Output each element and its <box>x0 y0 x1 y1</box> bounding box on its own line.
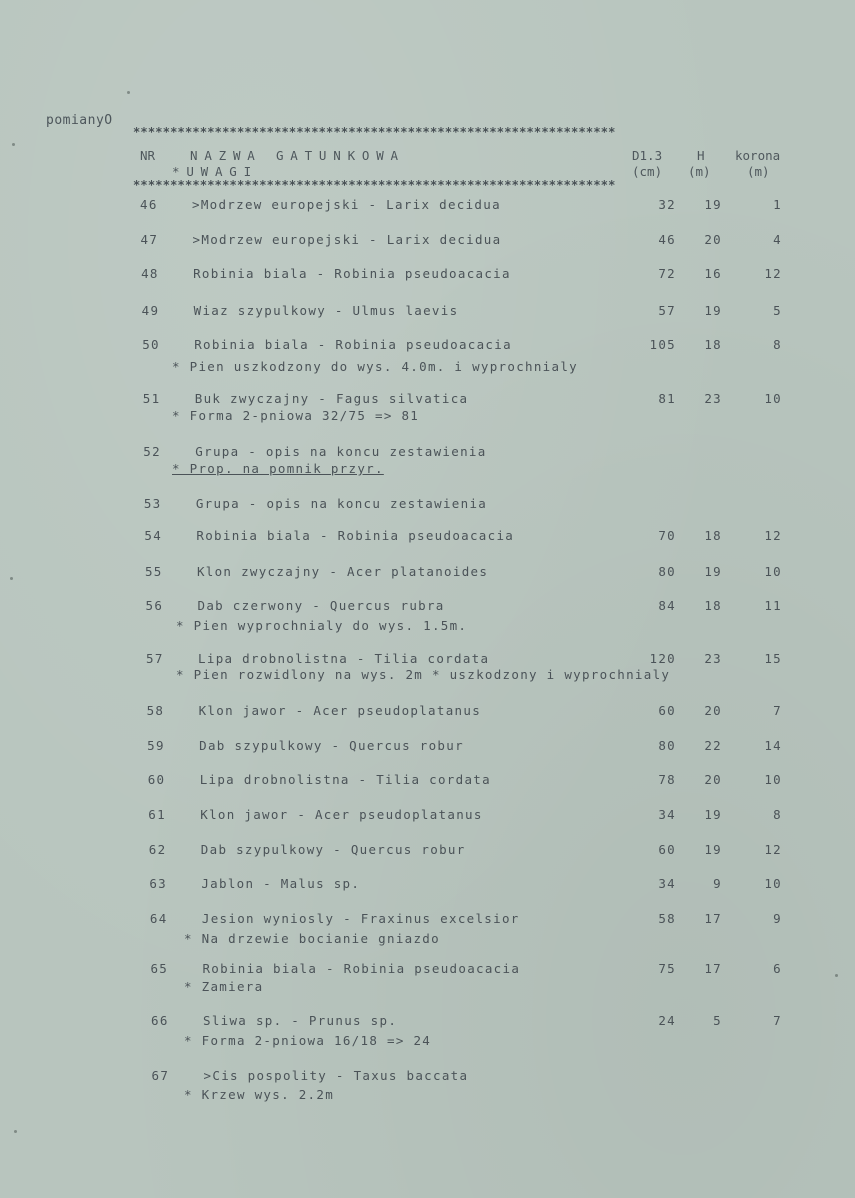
header-d13-unit: (cm) <box>632 164 663 179</box>
crown-value: 8 <box>773 337 782 352</box>
species-name: Klon jawor - Acer pseudoplatanus <box>198 703 482 718</box>
diameter-value: 80 <box>658 564 676 579</box>
crown-value: 8 <box>773 807 782 822</box>
row-note: * Zamiera <box>184 979 264 994</box>
row-number: 47 <box>140 232 159 247</box>
diameter-value: 46 <box>658 232 676 247</box>
header-korona-unit: (m) <box>747 164 770 179</box>
species-name: Sliwa sp. - Prunus sp. <box>203 1013 398 1028</box>
row-number: 64 <box>149 911 168 926</box>
diameter-value: 57 <box>658 303 676 318</box>
row-note: * Forma 2-pniowa 32/75 => 81 <box>172 408 420 423</box>
row-number: 58 <box>146 703 165 718</box>
diameter-value: 24 <box>658 1013 676 1028</box>
table-row <box>0 391 855 423</box>
crown-value: 12 <box>764 528 782 543</box>
header-nr: NR <box>140 148 156 163</box>
height-value: 18 <box>704 598 722 613</box>
diameter-value: 84 <box>658 598 676 613</box>
table-row <box>0 738 855 758</box>
table-row <box>0 337 855 374</box>
row-number: 53 <box>143 496 162 511</box>
table-row <box>0 528 855 548</box>
table-row <box>0 842 855 862</box>
header-h-label: H <box>697 148 705 163</box>
diameter-value: 75 <box>658 961 676 976</box>
crown-value: 10 <box>764 772 782 787</box>
crown-value: 11 <box>764 598 782 613</box>
species-name: Wiaz szypulkowy - Ulmus laevis <box>193 303 459 318</box>
height-value: 23 <box>704 391 722 406</box>
height-value: 22 <box>704 738 722 753</box>
height-value: 23 <box>704 651 722 666</box>
species-name: Lipa drobnolistna - Tilia cordata <box>199 772 491 787</box>
row-number: 59 <box>147 738 165 753</box>
table-row <box>0 961 855 994</box>
row-note: * Pien uszkodzony do wys. 4.0m. i wyprochnialy <box>172 359 578 374</box>
row-note: * Na drzewie bocianie gniazdo <box>184 931 440 946</box>
header-uwagi: *UWAGI <box>172 164 258 179</box>
row-note: * Pien wyprochnialy do wys. 1.5m. <box>176 618 468 633</box>
diameter-value: 34 <box>658 876 676 891</box>
species-name: Jablon - Malus sp. <box>201 876 361 891</box>
table-row <box>0 266 855 286</box>
paper-speck <box>10 577 13 580</box>
height-value: 20 <box>704 703 722 718</box>
species-name: Lipa drobnolistna - Tilia cordata <box>198 651 490 666</box>
diameter-value: 70 <box>658 528 676 543</box>
table-row <box>0 1013 855 1048</box>
table-row <box>0 232 855 252</box>
diameter-value: 60 <box>658 703 676 718</box>
species-name: Klon zwyczajny - Acer platanoides <box>196 564 489 579</box>
diameter-value: 60 <box>658 842 676 857</box>
diameter-value: 120 <box>649 651 676 666</box>
table-row <box>0 772 855 792</box>
row-number: 49 <box>141 303 160 318</box>
height-value: 19 <box>704 842 722 857</box>
height-value: 5 <box>713 1013 722 1028</box>
height-value: 17 <box>704 911 722 926</box>
row-number: 62 <box>148 842 167 857</box>
table-row <box>0 197 855 217</box>
crown-value: 4 <box>773 232 782 247</box>
species-name: Buk zwyczajny - Fagus silvatica <box>194 391 469 406</box>
height-value: 20 <box>704 232 722 247</box>
row-note: * Pien rozwidlony na wys. 2m * uszkodzony i wyprochnialy <box>176 667 671 682</box>
height-value: 19 <box>704 197 722 212</box>
header-h-unit: (m) <box>688 164 711 179</box>
row-note: * Krzew wys. 2.2m <box>184 1087 335 1102</box>
height-value: 9 <box>713 876 722 891</box>
species-name: Grupa - opis na koncu zestawienia <box>195 444 487 459</box>
row-number: 56 <box>145 598 164 613</box>
crown-value: 10 <box>764 564 782 579</box>
species-name: >Modrzew europejski - Larix decidua <box>192 197 501 212</box>
crown-value: 12 <box>764 842 782 857</box>
species-name: Robinia biala - Robinia pseudoacacia <box>193 266 511 281</box>
row-number: 67 <box>151 1068 170 1083</box>
table-row <box>0 703 855 723</box>
table-row <box>0 651 855 682</box>
height-value: 17 <box>704 961 722 976</box>
row-number: 57 <box>146 651 164 666</box>
diameter-value: 78 <box>658 772 676 787</box>
row-number: 52 <box>143 444 161 459</box>
species-name: Dab czerwony - Quercus rubra <box>197 598 445 613</box>
crown-value: 5 <box>773 303 782 318</box>
species-name: Robinia biala - Robinia pseudoacacia <box>202 961 521 976</box>
crown-value: 6 <box>773 961 782 976</box>
species-name: Grupa - opis na koncu zestawienia <box>195 496 488 511</box>
file-label: pomianyO <box>46 113 113 128</box>
species-name: >Cis pospolity - Taxus baccata <box>203 1068 469 1083</box>
header-d13-label: D1.3 <box>632 148 663 163</box>
height-value: 19 <box>704 303 722 318</box>
paper-speck <box>14 1130 17 1133</box>
row-number: 63 <box>149 876 167 891</box>
table-row <box>0 1068 855 1102</box>
row-number: 54 <box>144 528 163 543</box>
species-name: Dab szypulkowy - Quercus robur <box>199 738 464 753</box>
diameter-value: 34 <box>658 807 676 822</box>
species-name: Dab szypulkowy - Quercus robur <box>200 842 466 857</box>
row-number: 48 <box>141 266 159 281</box>
diameter-value: 32 <box>658 197 676 212</box>
paper-speck <box>12 143 15 146</box>
height-value: 18 <box>704 337 722 352</box>
row-number: 60 <box>147 772 166 787</box>
height-value: 16 <box>704 266 722 281</box>
separator-bottom: ***************************************************************** <box>133 178 616 192</box>
table-row <box>0 876 855 896</box>
crown-value: 15 <box>764 651 782 666</box>
crown-value: 14 <box>764 738 782 753</box>
row-number: 46 <box>140 197 158 212</box>
separator-top: ***************************************************************** <box>133 125 616 139</box>
crown-value: 10 <box>764 876 782 891</box>
header-korona-label: korona <box>735 148 781 163</box>
species-name: Robinia biala - Robinia pseudoacacia <box>196 528 515 543</box>
crown-value: 12 <box>764 266 782 281</box>
table-row <box>0 598 855 633</box>
table-row <box>0 444 855 476</box>
crown-value: 10 <box>764 391 782 406</box>
table-row <box>0 911 855 946</box>
diameter-value: 72 <box>658 266 676 281</box>
species-name: Jesion wyniosly - Fraxinus excelsior <box>201 911 520 926</box>
paper-speck <box>127 91 130 94</box>
row-number: 66 <box>151 1013 169 1028</box>
crown-value: 9 <box>773 911 782 926</box>
row-number: 55 <box>144 564 163 579</box>
height-value: 19 <box>704 807 722 822</box>
header-nazwa: NAZWA GATUNKOWA <box>190 148 405 163</box>
crown-value: 7 <box>773 703 782 718</box>
paper-speck <box>835 974 838 977</box>
table-row <box>0 303 855 323</box>
row-number: 61 <box>148 807 166 822</box>
row-note: * Prop. na pomnik przyr. <box>172 461 384 476</box>
row-note: * Forma 2-pniowa 16/18 => 24 <box>184 1033 432 1048</box>
species-name: >Modrzew europejski - Larix decidua <box>192 232 502 247</box>
table-row <box>0 496 855 516</box>
row-number: 50 <box>142 337 160 352</box>
row-number: 51 <box>142 391 161 406</box>
table-row <box>0 564 855 584</box>
table-row <box>0 807 855 827</box>
crown-value: 1 <box>773 197 782 212</box>
diameter-value: 80 <box>658 738 676 753</box>
height-value: 19 <box>704 564 722 579</box>
crown-value: 7 <box>773 1013 782 1028</box>
height-value: 18 <box>704 528 722 543</box>
species-name: Robinia biala - Robinia pseudoacacia <box>194 337 512 352</box>
diameter-value: 81 <box>658 391 676 406</box>
species-name: Klon jawor - Acer pseudoplatanus <box>200 807 483 822</box>
diameter-value: 105 <box>649 337 676 352</box>
height-value: 20 <box>704 772 722 787</box>
row-number: 65 <box>150 961 169 976</box>
diameter-value: 58 <box>658 911 676 926</box>
